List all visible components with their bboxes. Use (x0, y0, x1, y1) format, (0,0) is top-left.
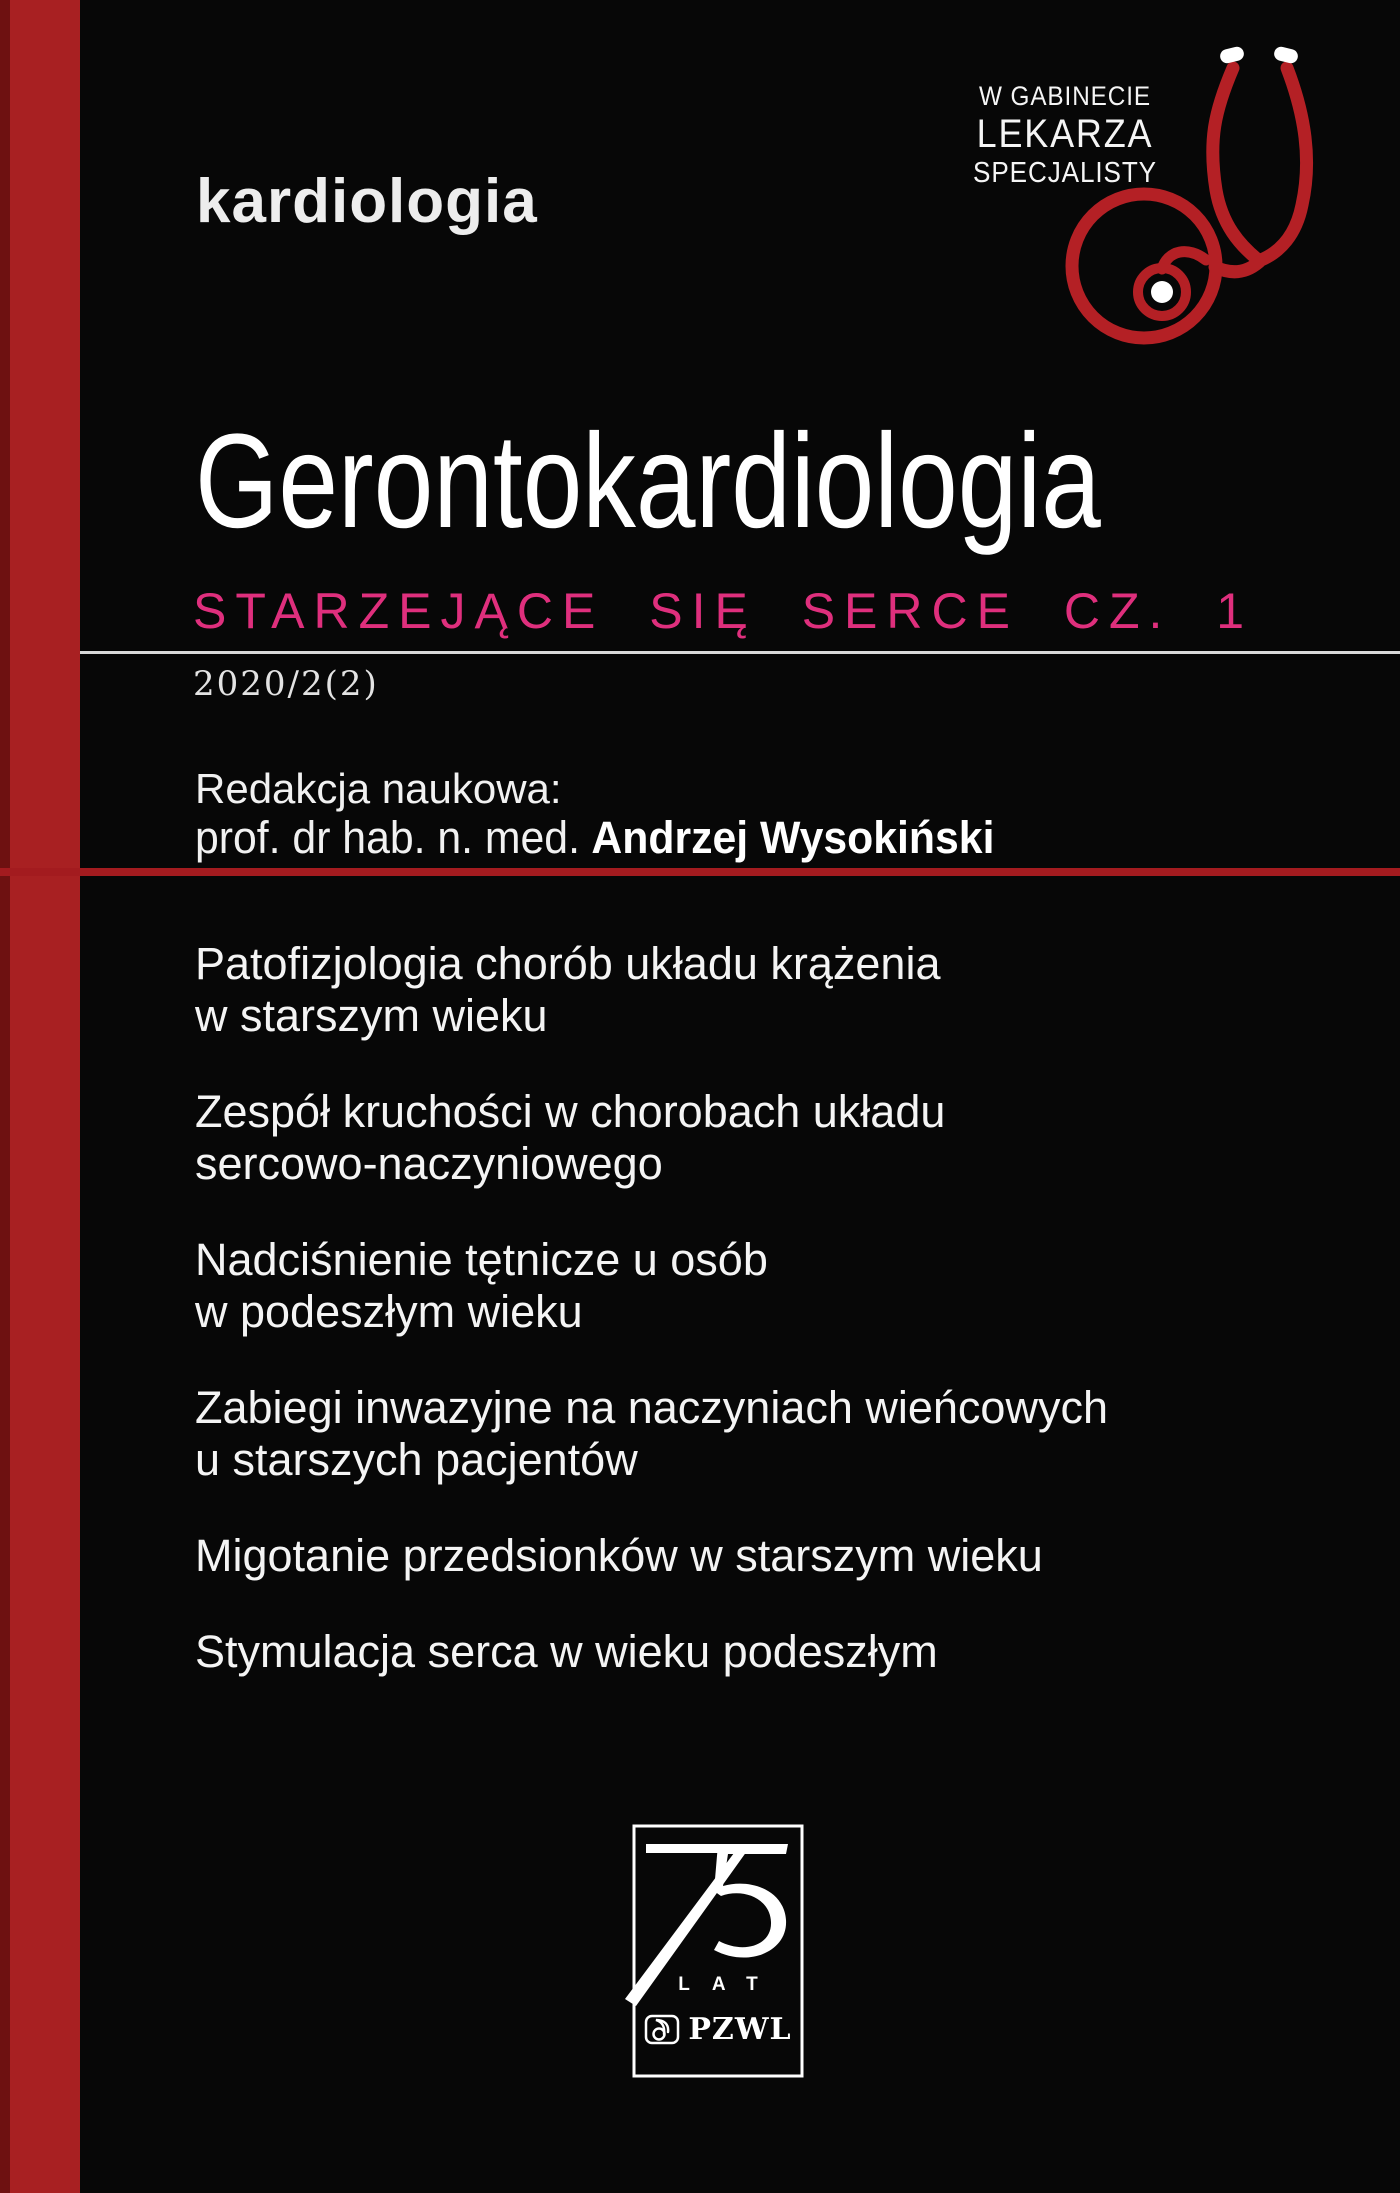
publisher-75-years-logo (600, 1820, 830, 2090)
book-subtitle: STARZEJĄCE SIĘ SERCE CZ. 1 (193, 583, 1254, 639)
book-title: Gerontokardiologia (195, 407, 1101, 556)
pzwl-logo-mark (644, 2014, 680, 2045)
anniversary-caption: LAT (678, 1974, 780, 1995)
editors-label: Redakcja naukowa: (195, 765, 562, 812)
list-item-line: sercowo-naczyniowego (195, 1138, 663, 1189)
list-item-line: w starszym wieku (195, 990, 548, 1041)
list-item (195, 1086, 1108, 1190)
red-spine-stripe (0, 0, 80, 2193)
list-item-line: w podeszłym wieku (195, 1286, 583, 1337)
badge-line-3: SPECJALISTY (973, 157, 1157, 189)
divider-line-red (0, 868, 1400, 876)
editor-name-line (195, 812, 994, 864)
list-item-line: Patofizjologia chorób układu krążenia (195, 938, 941, 989)
list-item (195, 1234, 1108, 1338)
publisher-lockup (634, 2012, 802, 2047)
badge-line-1: W GABINECIE (979, 81, 1151, 111)
badge-line-2: LEKARZA (976, 112, 1154, 156)
list-item (195, 938, 1108, 1042)
editor-name: Andrzej Wysokiński (591, 812, 995, 863)
stethoscope-icon (1040, 20, 1360, 350)
list-item-line: Stymulacja serca w wieku podeszłym (195, 1626, 938, 1677)
publisher-name: PZWL (688, 2012, 792, 2047)
editor-degrees: prof. dr hab. n. med. (195, 812, 580, 863)
list-item-line: Nadciśnienie tętnicze u osób (195, 1234, 768, 1285)
series-title: kardiologia (196, 167, 538, 236)
list-item (195, 1530, 1108, 1582)
list-item-line: Migotanie przedsionków w starszym wieku (195, 1530, 1043, 1581)
numeral-5-shape (714, 1844, 788, 1958)
issue-number: 2020/2(2) (193, 664, 379, 704)
list-item-line: u starszych pacjentów (195, 1434, 638, 1485)
list-item (195, 1626, 1108, 1678)
divider-line-white (80, 651, 1400, 654)
list-item-line: Zespół kruchości w chorobach układu (195, 1086, 946, 1137)
list-item (195, 1382, 1108, 1486)
list-item-line: Zabiegi inwazyjne na naczyniach wieńcowych (195, 1382, 1108, 1433)
contents-list (195, 938, 1108, 1722)
